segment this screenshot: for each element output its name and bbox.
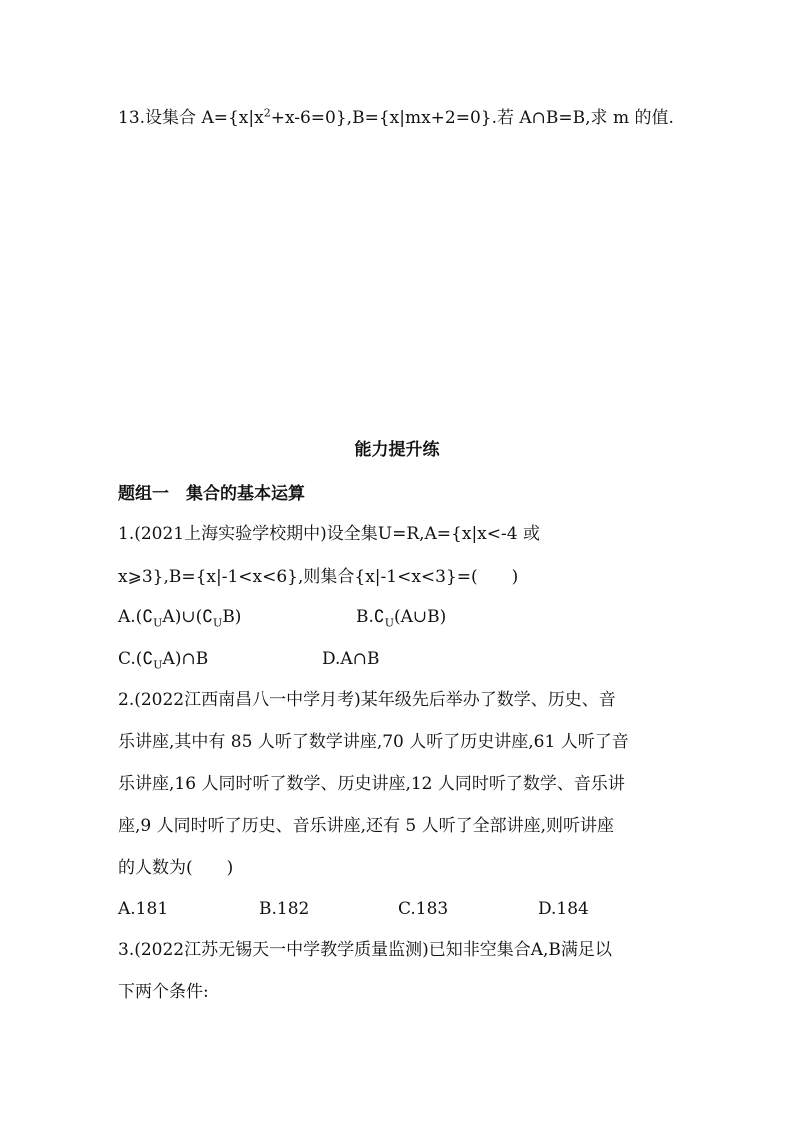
- question-1-line-2: x⩾3},B={x|-1<x<6},则集合{x|-1<x<3}=( ): [118, 567, 519, 587]
- question-number: 13.: [118, 108, 146, 128]
- question-2-line-4: 座,9 人同时听了历史、音乐讲座,还有 5 人听了全部讲座,则听讲座: [118, 816, 615, 836]
- question-2-line-5: 的人数为( ): [118, 858, 234, 878]
- question-3-line-2: 下两个条件:: [118, 982, 209, 1002]
- question-2-line-1: 2.(2022江西南昌八一中学月考)某年级先后举办了数学、历史、音: [118, 690, 616, 710]
- q2-option-c: C.183: [398, 899, 449, 919]
- q1-option-b: $B.∁_U(A\cup B)$: [356, 607, 447, 630]
- q1-option-a: $A.(∁_UA)\cup(∁_UB)$: [118, 607, 242, 630]
- q2-option-d: D.184: [538, 899, 589, 919]
- q1-option-d: D.A∩B: [322, 649, 380, 669]
- question-13: 13.设集合 $A=\{x|x^2+x-6=0\},B=\{x|mx+2=0\}$.若 A∩B=B,求 m 的值.: [118, 106, 674, 128]
- question-2-line-2: 乐讲座,其中有 85 人听了数学讲座,70 人听了历史讲座,61 人听了音: [118, 732, 629, 752]
- q1-option-c: $C.(∁_UA)\cap B$: [118, 649, 209, 672]
- group-title: 题组一 集合的基本运算: [118, 484, 305, 504]
- question-1-line-1: 1.(2021上海实验学校期中)设全集U=R,A={x|x<-4 或: [118, 524, 540, 544]
- question-3-line-1: 3.(2022江苏无锡天一中学教学质量监测)已知非空集合A,B满足以: [118, 940, 612, 960]
- section-title: 能力提升练: [354, 440, 440, 460]
- q2-option-b: B.182: [259, 899, 310, 919]
- question-2-line-3: 乐讲座,16 人同时听了数学、历史讲座,12 人同时听了数学、音乐讲: [118, 774, 625, 794]
- q2-option-a: A.181: [118, 899, 169, 919]
